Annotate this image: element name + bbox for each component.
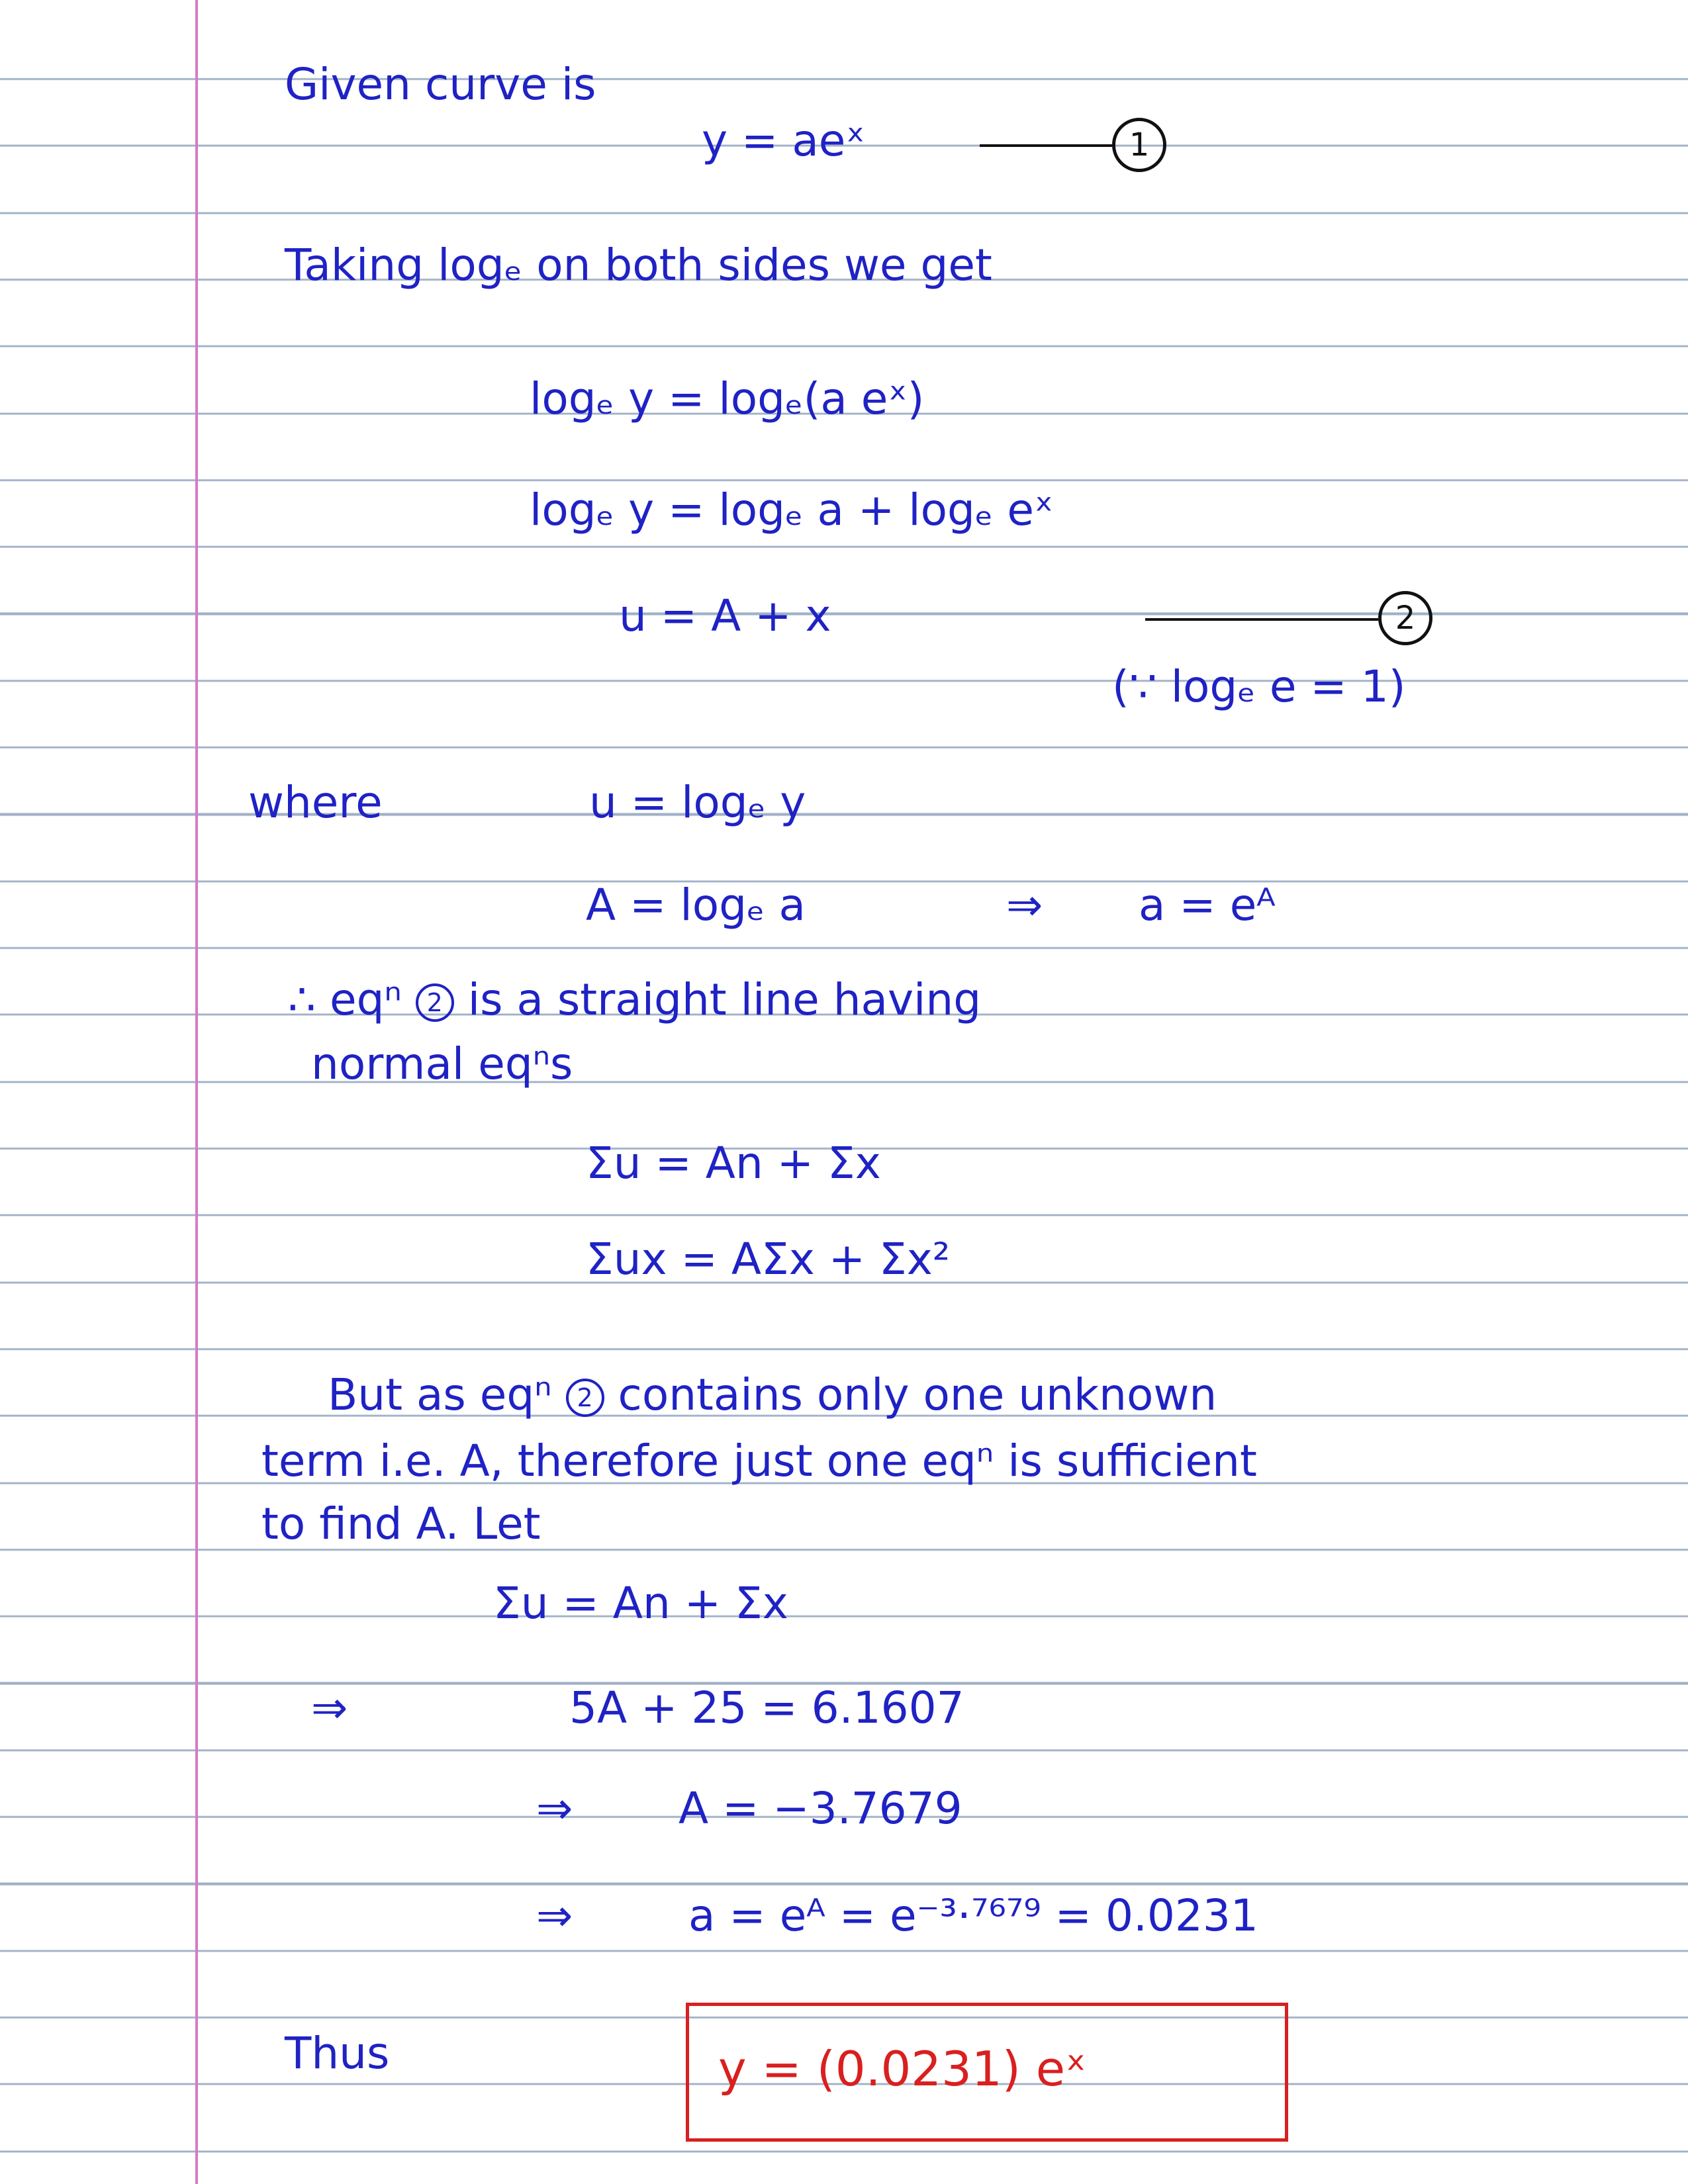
since-note: (∵ logₑ e = 1) — [1112, 661, 1406, 712]
where-label: where — [248, 777, 383, 828]
implies-arrow: ⇒ — [1006, 880, 1043, 931]
log-equation-1: logₑ y = logₑ(a eˣ) — [530, 373, 925, 424]
log-equation-2: logₑ y = logₑ a + logₑ eˣ — [530, 484, 1054, 535]
let-equation: Σu = An + Σx — [493, 1578, 788, 1629]
but-statement: But as eqⁿ 2 contains only one unknown — [328, 1369, 1217, 1420]
normal-eqs-label: normal eqⁿs — [311, 1038, 573, 1089]
normal-equation-1: Σu = An + Σx — [586, 1138, 881, 1189]
curve-equation: y = aeˣ — [702, 115, 865, 166]
normal-equation-2: Σux = AΣx + Σx² — [586, 1234, 951, 1285]
calc-line-2: A = −3.7679 — [679, 1783, 962, 1834]
calc-implies-3: ⇒ — [536, 1890, 573, 1941]
reference-line-1 — [980, 144, 1112, 147]
inline-ref-2b: 2 — [566, 1379, 604, 1417]
equation-ref-2: 2 — [1378, 591, 1432, 645]
straight-line-statement: ∴ eqⁿ 2 is a straight line having — [288, 974, 982, 1025]
a-definition: A = logₑ a — [586, 880, 806, 931]
intro-label: Given curve is — [285, 59, 596, 110]
thus-label: Thus — [285, 2028, 390, 2079]
but-line-3: to find A. Let — [261, 1498, 541, 1549]
calc-implies-2: ⇒ — [536, 1783, 573, 1834]
calc-line-3: a = eᴬ = e⁻³·⁷⁶⁷⁹ = 0.0231 — [688, 1890, 1258, 1941]
calc-implies-1: ⇒ — [311, 1682, 348, 1733]
linear-equation: u = A + x — [619, 590, 831, 641]
equation-ref-1: 1 — [1112, 118, 1166, 172]
u-definition: u = logₑ y — [589, 777, 806, 828]
but-line-2: term i.e. A, therefore just one eqⁿ is sufficient — [261, 1435, 1257, 1486]
taking-log-text: Taking logₑ on both sides we get — [285, 240, 992, 291]
reference-line-2 — [1145, 618, 1378, 621]
calc-line-1: 5A + 25 = 6.1607 — [569, 1682, 964, 1733]
final-answer: y = (0.0231) eˣ — [718, 2041, 1086, 2097]
a-back-definition: a = eᴬ — [1139, 880, 1276, 931]
inline-ref-2: 2 — [416, 983, 454, 1022]
